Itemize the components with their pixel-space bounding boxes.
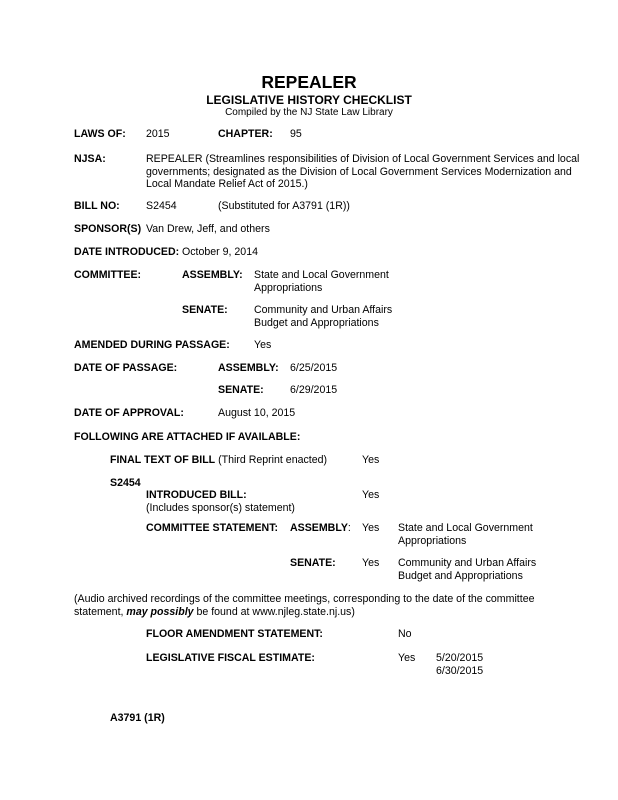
s2454-heading: S2454 bbox=[110, 477, 141, 489]
passage-assembly-label: ASSEMBLY: bbox=[218, 362, 279, 374]
date-of-passage-label: DATE OF PASSAGE: bbox=[74, 362, 178, 374]
amended-label: AMENDED DURING PASSAGE: bbox=[74, 339, 230, 351]
introduced-bill-note: (Includes sponsor(s) statement) bbox=[146, 501, 295, 514]
committee-assembly-line-2: Appropriations bbox=[254, 281, 323, 294]
date-introduced-label: DATE INTRODUCED: bbox=[74, 246, 180, 258]
passage-senate-label: SENATE: bbox=[218, 384, 264, 396]
introduced-bill-label: INTRODUCED BILL: bbox=[146, 489, 247, 501]
fiscal-estimate-date-1: 5/20/2015 bbox=[436, 652, 484, 664]
attached-heading: FOLLOWING ARE ATTACHED IF AVAILABLE: bbox=[74, 431, 301, 443]
date-introduced-value: October 9, 2014 bbox=[182, 246, 258, 258]
chapter-value: 95 bbox=[290, 128, 302, 140]
bill-no-note: (Substituted for A3791 (1R)) bbox=[218, 200, 350, 212]
date-of-approval-value: August 10, 2015 bbox=[218, 407, 296, 419]
cs-senate-line-2: Budget and Appropriations bbox=[398, 569, 523, 582]
audio-note-line-2 bbox=[74, 606, 355, 619]
cs-assembly-line-2: Appropriations bbox=[398, 534, 467, 547]
final-text-row bbox=[110, 454, 327, 467]
cs-senate-line-1: Community and Urban Affairs bbox=[398, 557, 537, 569]
audio-note-emphasis: may possibly bbox=[126, 605, 194, 618]
bill-no-value: S2454 bbox=[146, 200, 177, 212]
page-title: REPEALER bbox=[261, 72, 357, 92]
compiled-by: Compiled by the NJ State Law Library bbox=[225, 107, 393, 118]
fiscal-estimate-value: Yes bbox=[398, 652, 416, 664]
audio-note-line-1: (Audio archived recordings of the committee meetings, corresponding to the date of the committee bbox=[74, 593, 535, 605]
njsa-line-3: Local Mandate Relief Act of 2015.) bbox=[146, 178, 308, 190]
chapter-label: CHAPTER: bbox=[218, 128, 273, 140]
committee-assembly-line-1: State and Local Government bbox=[254, 269, 389, 281]
committee-assembly-label: ASSEMBLY: bbox=[182, 269, 243, 281]
cs-assembly-colon: : bbox=[347, 522, 351, 534]
final-text-note: (Third Reprint enacted) bbox=[215, 454, 328, 466]
cs-senate-label: SENATE: bbox=[290, 557, 336, 569]
audio-note-pre: statement, bbox=[74, 605, 127, 618]
audio-note-post: be found at www.njleg.state.nj.us) bbox=[193, 605, 355, 618]
committee-senate-label: SENATE: bbox=[182, 304, 228, 316]
cs-senate-value: Yes bbox=[362, 557, 380, 569]
committee-senate-line-2: Budget and Appropriations bbox=[254, 316, 379, 329]
fiscal-estimate-label: LEGISLATIVE FISCAL ESTIMATE: bbox=[146, 652, 315, 664]
laws-of-label: LAWS OF: bbox=[74, 128, 126, 140]
a3791-heading: A3791 (1R) bbox=[110, 712, 165, 724]
amended-value: Yes bbox=[254, 339, 272, 351]
njsa-line-1: REPEALER (Streamlines responsibilities of Division of Local Government Services and local bbox=[146, 153, 580, 165]
bill-no-label: BILL NO: bbox=[74, 200, 120, 212]
floor-amendment-value: No bbox=[398, 628, 412, 640]
laws-of-value: 2015 bbox=[146, 128, 170, 140]
committee-label: COMMITTEE: bbox=[74, 269, 142, 281]
cs-assembly-line-1: State and Local Government bbox=[398, 522, 533, 534]
cs-assembly-value: Yes bbox=[362, 522, 380, 534]
final-text-value: Yes bbox=[362, 454, 380, 466]
committee-senate-line-1: Community and Urban Affairs bbox=[254, 304, 393, 316]
njsa-line-2: governments; designated as the Division of Local Government Services Modernization and bbox=[146, 165, 572, 178]
page-subtitle: LEGISLATIVE HISTORY CHECKLIST bbox=[206, 93, 412, 107]
passage-senate-value: 6/29/2015 bbox=[290, 384, 338, 396]
final-text-label: FINAL TEXT OF BILL bbox=[110, 454, 216, 466]
sponsor-label: SPONSOR(S) bbox=[74, 223, 142, 235]
cs-assembly-label-row bbox=[290, 522, 351, 535]
date-of-approval-label: DATE OF APPROVAL: bbox=[74, 407, 184, 419]
introduced-bill-value: Yes bbox=[362, 489, 380, 501]
floor-amendment-label: FLOOR AMENDMENT STATEMENT: bbox=[146, 628, 323, 640]
sponsor-value: Van Drew, Jeff, and others bbox=[146, 223, 270, 235]
cs-assembly-label: ASSEMBLY bbox=[290, 522, 348, 534]
fiscal-estimate-date-2: 6/30/2015 bbox=[436, 664, 484, 677]
njsa-label: NJSA: bbox=[74, 153, 106, 165]
passage-assembly-value: 6/25/2015 bbox=[290, 362, 338, 374]
committee-statement-label: COMMITTEE STATEMENT: bbox=[146, 522, 279, 534]
